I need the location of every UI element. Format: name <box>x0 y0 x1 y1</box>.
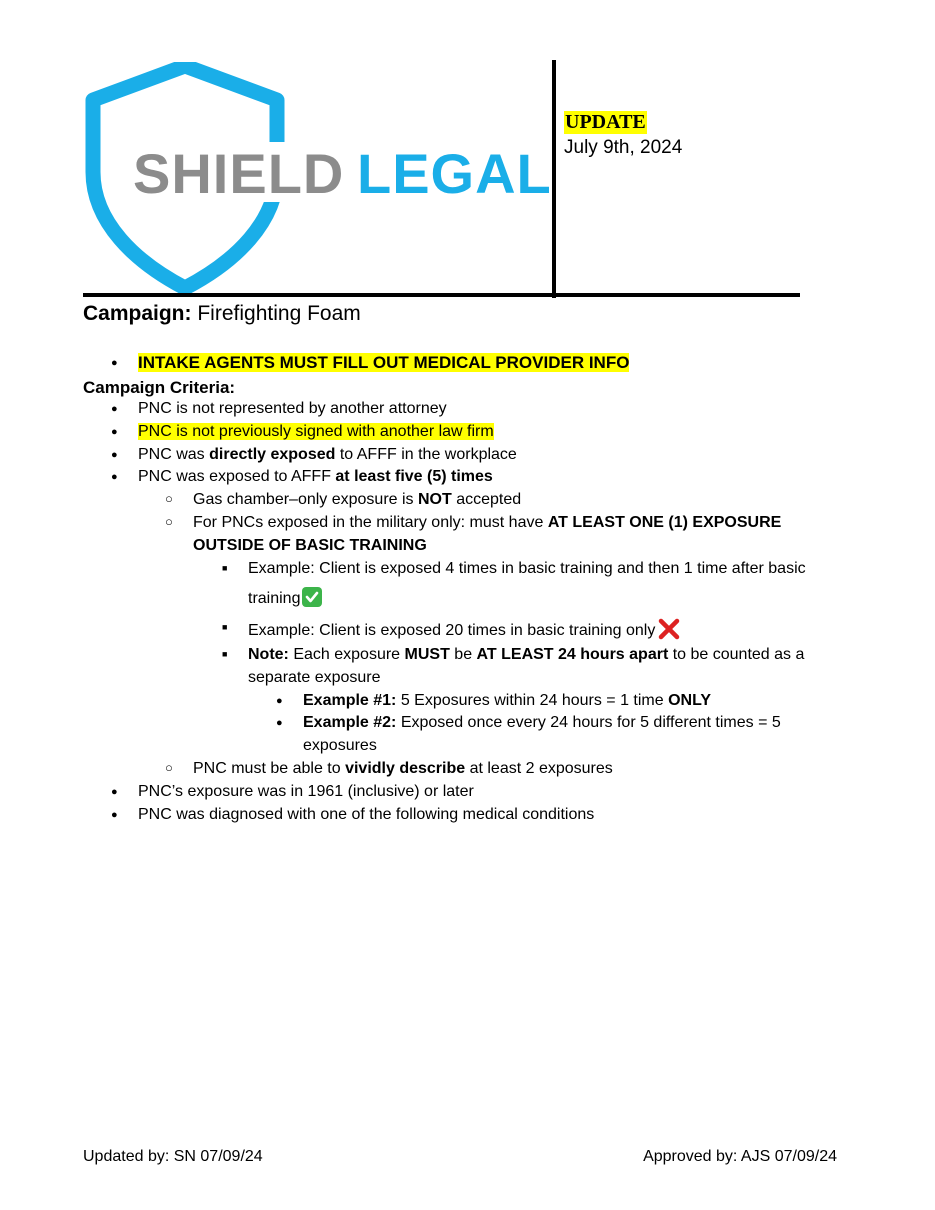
bullet-circle <box>165 490 173 509</box>
criterion-vividly-describe: PNC must be able to vividly describe at least 2 exposures <box>193 760 613 777</box>
update-label: UPDATE <box>565 111 646 133</box>
criterion-directly-exposed: PNC was directly exposed to AFFF in the workplace <box>138 446 517 463</box>
footer-approved-by: Approved by: AJS 07/09/24 <box>643 1148 837 1165</box>
bullet-dot <box>276 692 283 713</box>
bullet-dot <box>276 714 283 735</box>
bullet-dot <box>111 400 118 421</box>
bullet-dot <box>111 446 118 467</box>
bullet-circle <box>165 513 173 532</box>
criterion-diagnosed: PNC was diagnosed with one of the following medical conditions <box>138 806 595 823</box>
campaign-name: Firefighting Foam <box>197 302 361 325</box>
bullet-square <box>222 560 227 581</box>
criterion-1961: PNC’s exposure was in 1961 (inclusive) or later <box>138 783 474 800</box>
update-date: July 9th, 2024 <box>564 137 683 158</box>
example-1: Example #1: 5 Exposures within 24 hours = 1 time ONLY <box>303 692 712 709</box>
criterion-military-cont: OUTSIDE OF BASIC TRAINING <box>193 537 427 554</box>
campaign-title <box>83 302 361 326</box>
bullet-dot <box>111 783 118 804</box>
bullet-square <box>222 619 227 640</box>
criterion-gas-chamber: Gas chamber–only exposure is NOT accepted <box>193 491 522 508</box>
bullet-square <box>222 646 227 667</box>
header-vertical-rule <box>552 60 556 298</box>
check-icon <box>302 587 322 607</box>
example-valid: Example: Client is exposed 4 times in basic training and then 1 time after basic <box>248 560 806 577</box>
logo-text-shield: SHIELD <box>133 142 345 205</box>
bullet-circle <box>165 759 173 778</box>
bullet-dot <box>111 468 118 489</box>
example-valid-cont: training <box>248 587 322 608</box>
criterion-five-times: PNC was exposed to AFFF at least five (5) times <box>138 468 493 485</box>
example-2: Example #2: Exposed once every 24 hours for 5 different times = 5 <box>303 714 781 731</box>
bullet-dot <box>111 423 118 444</box>
logo-text-legal: LEGAL <box>357 142 552 205</box>
note-24-hours-cont: separate exposure <box>248 669 381 686</box>
criterion-military: For PNCs exposed in the military only: must have AT LEAST ONE (1) EXPOSURE <box>193 514 782 531</box>
shield-legal-logo <box>85 62 555 294</box>
campaign-label: Campaign: <box>83 302 192 325</box>
criterion-not-signed: PNC is not previously signed with another law firm <box>138 423 494 440</box>
criterion-not-represented: PNC is not represented by another attorney <box>138 400 447 417</box>
footer-updated-by: Updated by: SN 07/09/24 <box>83 1148 263 1165</box>
criteria-heading: Campaign Criteria: <box>83 378 236 397</box>
bullet-dot <box>111 806 118 827</box>
bullet-dot <box>111 354 118 375</box>
cross-icon <box>658 618 680 640</box>
header-horizontal-rule <box>83 293 800 297</box>
example-2-cont: exposures <box>303 737 377 754</box>
example-invalid: Example: Client is exposed 20 times in basic training only <box>248 618 680 640</box>
note-24-hours: Note: Each exposure MUST be AT LEAST 24 hours apart to be counted as a <box>248 646 805 663</box>
intake-notice: INTAKE AGENTS MUST FILL OUT MEDICAL PROVIDER INFO <box>138 353 630 372</box>
